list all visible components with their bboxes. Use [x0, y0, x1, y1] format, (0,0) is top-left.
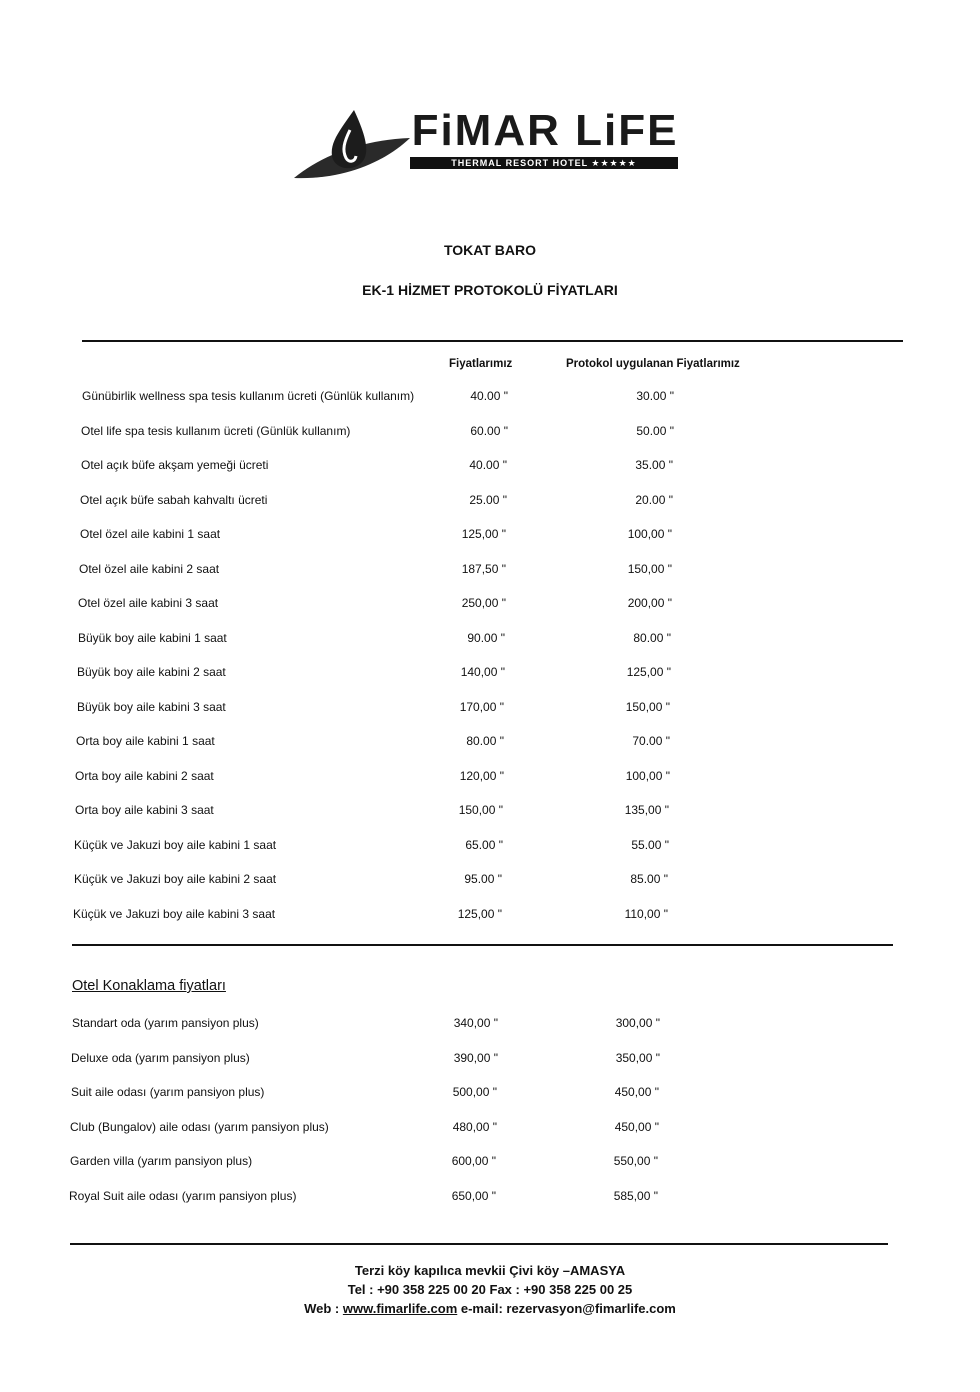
service-row [0, 838, 980, 858]
row-price: 500,00 " [452, 1085, 497, 1099]
service-row [0, 596, 980, 616]
accommodation-row [0, 1016, 980, 1036]
row-protocol-price: 30.00 " [636, 389, 674, 403]
service-row [0, 872, 980, 892]
row-label: Günübirlik wellness spa tesis kullanım ücreti (Günlük kullanım) [82, 389, 415, 403]
footer-address: Terzi köy kapılıca mevkii Çivi köy –AMASYA [354, 1263, 626, 1278]
service-row [0, 562, 980, 582]
row-price: 150,00 " [458, 803, 503, 817]
row-price: 187,50 " [461, 561, 506, 576]
row-protocol-price: 100,00 " [625, 768, 670, 783]
row-label: Orta boy aile kabini 2 saat [75, 768, 214, 783]
page-title: TOKAT BARO [443, 242, 537, 258]
row-label: Büyük boy aile kabini 1 saat [78, 630, 227, 645]
row-price: 120,00 " [459, 768, 504, 783]
row-protocol-price: 135,00 " [624, 803, 669, 817]
row-label: Garden villa (yarım pansiyon plus) [70, 1154, 253, 1168]
service-row [0, 458, 980, 478]
row-label: Otel life spa tesis kullanım ücreti (Günlük kullanım) [81, 423, 351, 438]
top-divider [82, 340, 903, 342]
row-label: Standart oda (yarım pansiyon plus) [72, 1016, 259, 1030]
row-protocol-price: 350,00 " [615, 1050, 660, 1065]
row-price: 480,00 " [452, 1119, 497, 1134]
row-label: Otel özel aile kabini 1 saat [80, 527, 221, 541]
bottom-divider [70, 1243, 888, 1245]
row-protocol-price: 70.00 " [632, 734, 670, 748]
logo-brand: FiMAR LiFE [411, 106, 679, 155]
footer-email: e-mail: rezervasyon@fimarlife.com [457, 1301, 676, 1316]
row-label: Club (Bungalov) aile odası (yarım pansiyon plus) [70, 1119, 329, 1134]
row-protocol-price: 35.00 " [635, 458, 673, 472]
row-price: 140,00 " [460, 665, 505, 679]
row-price: 80.00 " [466, 734, 504, 748]
row-protocol-price: 450,00 " [614, 1119, 659, 1134]
accommodation-row [0, 1120, 980, 1140]
row-label: Royal Suit aile odası (yarım pansiyon plus) [69, 1188, 297, 1203]
row-protocol-price: 200,00 " [627, 596, 672, 610]
row-price: 90.00 " [467, 630, 505, 645]
row-protocol-price: 150,00 " [627, 561, 672, 576]
row-label: Otel özel aile kabini 3 saat [78, 596, 219, 610]
service-row [0, 665, 980, 685]
row-label: Suit aile odası (yarım pansiyon plus) [71, 1085, 265, 1099]
row-label: Orta boy aile kabini 1 saat [76, 734, 215, 748]
website-link[interactable]: www.fimarlife.com [342, 1301, 458, 1316]
row-price: 600,00 " [451, 1154, 496, 1168]
service-row [0, 389, 980, 409]
hotel-logo [292, 100, 692, 190]
row-price: 125,00 " [457, 906, 502, 921]
row-price: 65.00 " [465, 837, 503, 852]
service-row [0, 734, 980, 754]
row-protocol-price: 20.00 " [635, 492, 673, 507]
middle-divider [72, 944, 893, 946]
row-price: 250,00 " [461, 596, 506, 610]
accommodation-row [0, 1085, 980, 1105]
row-label: Otel açık büfe akşam yemeği ücreti [81, 458, 269, 472]
footer-contact [0, 1301, 980, 1316]
service-row [0, 907, 980, 927]
row-protocol-price: 450,00 " [614, 1085, 659, 1099]
row-price: 390,00 " [453, 1050, 498, 1065]
row-label: Küçük ve Jakuzi boy aile kabini 1 saat [74, 837, 277, 852]
accommodation-row [0, 1154, 980, 1174]
row-protocol-price: 80.00 " [633, 630, 671, 645]
row-label: Otel açık büfe sabah kahvaltı ücreti [80, 492, 268, 507]
water-drop-leaf-icon [292, 100, 412, 190]
row-protocol-price: 125,00 " [626, 665, 671, 679]
row-label: Küçük ve Jakuzi boy aile kabini 3 saat [73, 906, 276, 921]
service-row [0, 631, 980, 651]
footer-web-label: Web : [304, 1301, 343, 1316]
row-protocol-price: 585,00 " [613, 1188, 658, 1203]
row-protocol-price: 50.00 " [636, 423, 674, 438]
column-header-protocol-price: Protokol uygulanan Fiyatlarımız [566, 358, 740, 370]
row-label: Büyük boy aile kabini 2 saat [77, 665, 226, 679]
row-label: Otel özel aile kabini 2 saat [79, 561, 220, 576]
row-price: 40.00 " [470, 389, 508, 403]
footer-phone: Tel : +90 358 225 00 20 Fax : +90 358 225 00 25 [347, 1282, 633, 1297]
row-price: 125,00 " [461, 527, 506, 541]
service-row [0, 769, 980, 789]
row-price: 40.00 " [469, 458, 507, 472]
row-protocol-price: 150,00 " [625, 699, 670, 714]
accommodation-row [0, 1189, 980, 1209]
row-protocol-price: 550,00 " [613, 1154, 658, 1168]
logo-tagline: THERMAL RESORT HOTEL ★★★★★ [410, 157, 678, 169]
row-protocol-price: 55.00 " [631, 837, 669, 852]
page-subtitle: EK-1 HİZMET PROTOKOLÜ FİYATLARI [362, 282, 618, 298]
row-price: 95.00 " [464, 872, 502, 886]
accommodation-title: Otel Konaklama fiyatları [72, 978, 226, 994]
service-row [0, 424, 980, 444]
row-label: Orta boy aile kabini 3 saat [75, 803, 214, 817]
column-header-price: Fiyatlarımız [449, 358, 513, 370]
row-price: 25.00 " [469, 492, 507, 507]
service-row [0, 803, 980, 823]
row-protocol-price: 85.00 " [630, 872, 668, 886]
row-label: Deluxe oda (yarım pansiyon plus) [71, 1050, 250, 1065]
row-price: 170,00 " [459, 699, 504, 714]
service-row [0, 527, 980, 547]
row-price: 650,00 " [451, 1188, 496, 1203]
row-price: 60.00 " [470, 423, 508, 438]
row-protocol-price: 110,00 " [624, 906, 668, 921]
row-label: Büyük boy aile kabini 3 saat [77, 699, 226, 714]
service-row [0, 493, 980, 513]
row-protocol-price: 300,00 " [615, 1016, 660, 1030]
row-protocol-price: 100,00 " [627, 527, 672, 541]
accommodation-row [0, 1051, 980, 1071]
service-row [0, 700, 980, 720]
row-label: Küçük ve Jakuzi boy aile kabini 2 saat [74, 872, 277, 886]
row-price: 340,00 " [453, 1016, 498, 1030]
